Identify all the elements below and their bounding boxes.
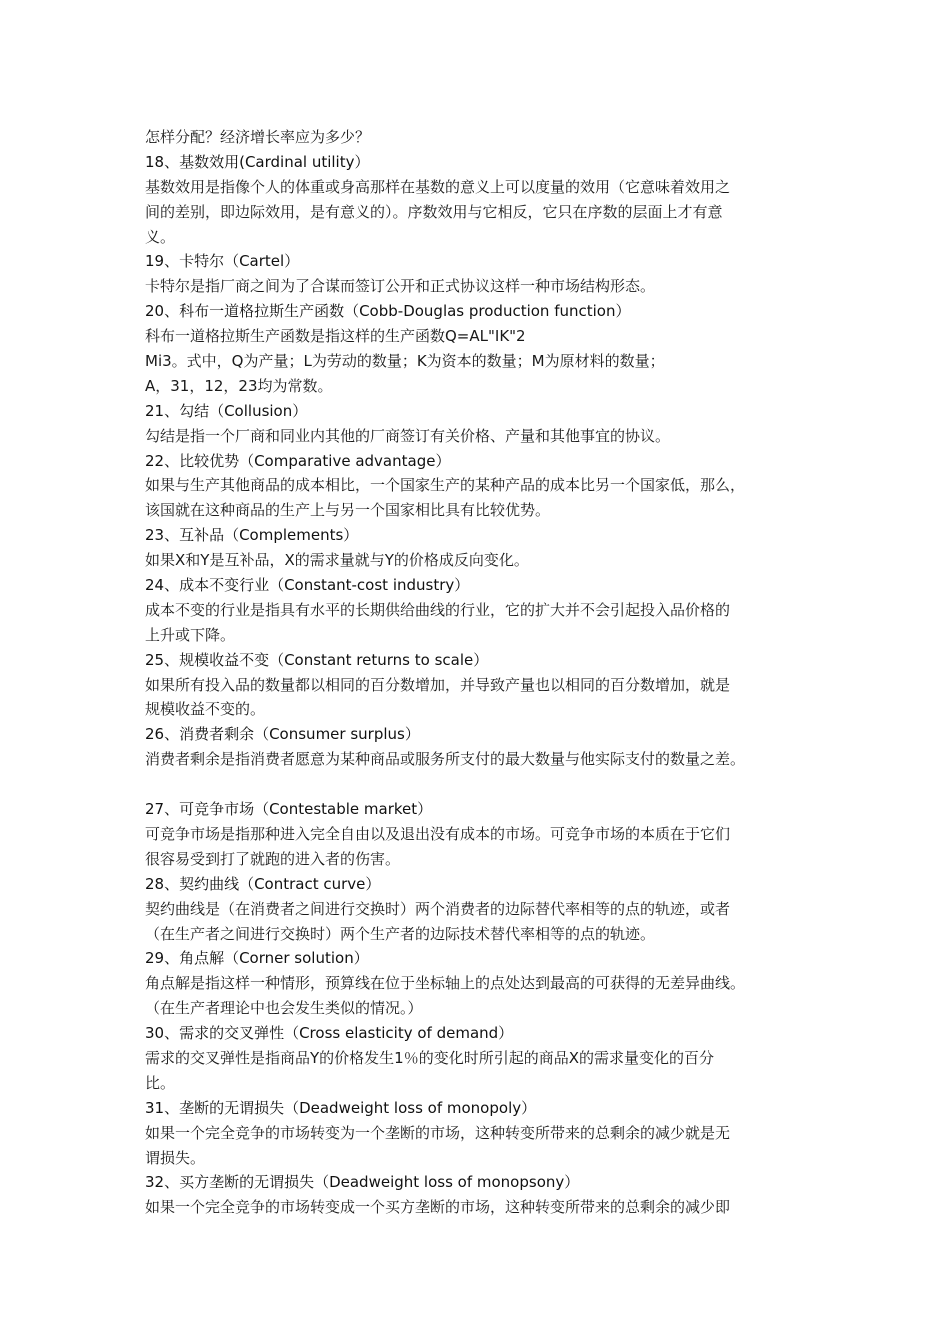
entry-heading: 23、互补品（Complements） [145, 526, 359, 545]
entry-heading: 30、需求的交叉弹性（Cross elasticity of demand） [145, 1024, 514, 1043]
text-line: 勾结是指一个厂商和同业内其他的厂商签订有关价格、产量和其他事宜的协议。 [145, 426, 671, 445]
text-line: 怎样分配？经济增长率应为多少？ [145, 128, 371, 146]
text-line: 上升或下降。 [145, 625, 236, 644]
text-line: 义。 [145, 227, 176, 246]
entry-heading: 24、成本不变行业（Constant-cost industry） [145, 576, 470, 595]
text-line: 契约曲线是（在消费者之间进行交换时）两个消费者的边际替代率相等的点的轨迹，或者 [145, 899, 731, 918]
entry-heading: 29、角点解（Corner solution） [145, 949, 369, 968]
text-line: 如果与生产其他商品的成本相比，一个国家生产的某种产品的成本比另一个国家低，那么， [145, 476, 746, 495]
text-line: 比。 [145, 1073, 176, 1092]
text-line: 谓损失。 [145, 1148, 206, 1167]
text-line: 科布一道格拉斯生产函数是指这样的生产函数Q=AL"IK"2 [145, 327, 526, 346]
text-line: （在生产者理论中也会发生类似的情况。） [145, 999, 423, 1018]
entry-heading: 31、垄断的无谓损失（Deadweight loss of monopoly） [145, 1098, 537, 1117]
text-line: 如果所有投入品的数量都以相同的百分数增加，并导致产量也以相同的百分数增加，就是 [145, 675, 731, 694]
text-line: 间的差别，即边际效用，是有意义的）。序数效用与它相反，它只在序数的层面上才有意 [145, 202, 723, 221]
text-line: 如果一个完全竞争的市场转变为一个垄断的市场，这种转变所带来的总剩余的减少就是无 [145, 1123, 731, 1142]
text-line: （在生产者之间进行交换时）两个生产者的边际技术替代率相等的点的轨迹。 [145, 924, 656, 943]
entry-heading: 18、基数效用(Cardinal utility） [145, 152, 370, 171]
entry-heading: 25、规模收益不变（Constant returns to scale） [145, 650, 489, 669]
text-line: 该国就在这种商品的生产上与另一个国家相比具有比较优势。 [145, 501, 551, 520]
text-line: 角点解是指这样一种情形，预算线在位于坐标轴上的点处达到最高的可获得的无差异曲线。 [145, 974, 746, 993]
blank-line [145, 772, 825, 797]
text-line: 需求的交叉弹性是指商品Y的价格发生1％的变化时所引起的商品X的需求量变化的百分 [145, 1048, 714, 1067]
text-line: Mi3。式中，Q为产量；L为劳动的数量；K为资本的数量；M为原材料的数量； [145, 352, 665, 371]
text-line: 如果X和Y是互补品，X的需求量就与Y的价格成反向变化。 [145, 551, 529, 570]
entry-heading: 22、比较优势（Comparative advantage） [145, 451, 451, 470]
entry-heading: 26、消费者剩余（Consumer surplus） [145, 725, 420, 744]
entry-heading: 19、卡特尔（Cartel） [145, 252, 300, 271]
text-line: 基数效用是指像个人的体重或身高那样在基数的意义上可以度量的效用（它意味着效用之 [145, 177, 731, 196]
text-line: A，31，12，23均为常数。 [145, 376, 333, 395]
entry-heading: 27、可竞争市场（Contestable market） [145, 800, 433, 819]
text-line: 成本不变的行业是指具有水平的长期供给曲线的行业，它的扩大并不会引起投入品价格的 [145, 600, 731, 619]
entry-heading: 32、买方垄断的无谓损失（Deadweight loss of monopsony） [145, 1173, 580, 1192]
entry-heading: 28、契约曲线（Contract curve） [145, 874, 381, 893]
text-line: 卡特尔是指厂商之间为了合谋而签订公开和正式协议这样一种市场结构形态。 [145, 277, 656, 296]
text-line: 消费者剩余是指消费者愿意为某种商品或服务所支付的最大数量与他实际支付的数量之差。 [145, 750, 746, 769]
text-line: 很容易受到打了就跑的进入者的伤害。 [145, 849, 401, 868]
text-line: 可竞争市场是指那种进入完全自由以及退出没有成本的市场。可竞争市场的本质在于它们 [145, 824, 731, 843]
entry-heading: 21、勾结（Collusion） [145, 401, 308, 420]
document-page [145, 125, 825, 1220]
text-line: 如果一个完全竞争的市场转变成一个买方垄断的市场，这种转变所带来的总剩余的减少即 [145, 1198, 731, 1217]
entry-heading: 20、科布一道格拉斯生产函数（Cobb-Douglas production function） [145, 302, 631, 321]
text-line: 规模收益不变的。 [145, 700, 266, 719]
